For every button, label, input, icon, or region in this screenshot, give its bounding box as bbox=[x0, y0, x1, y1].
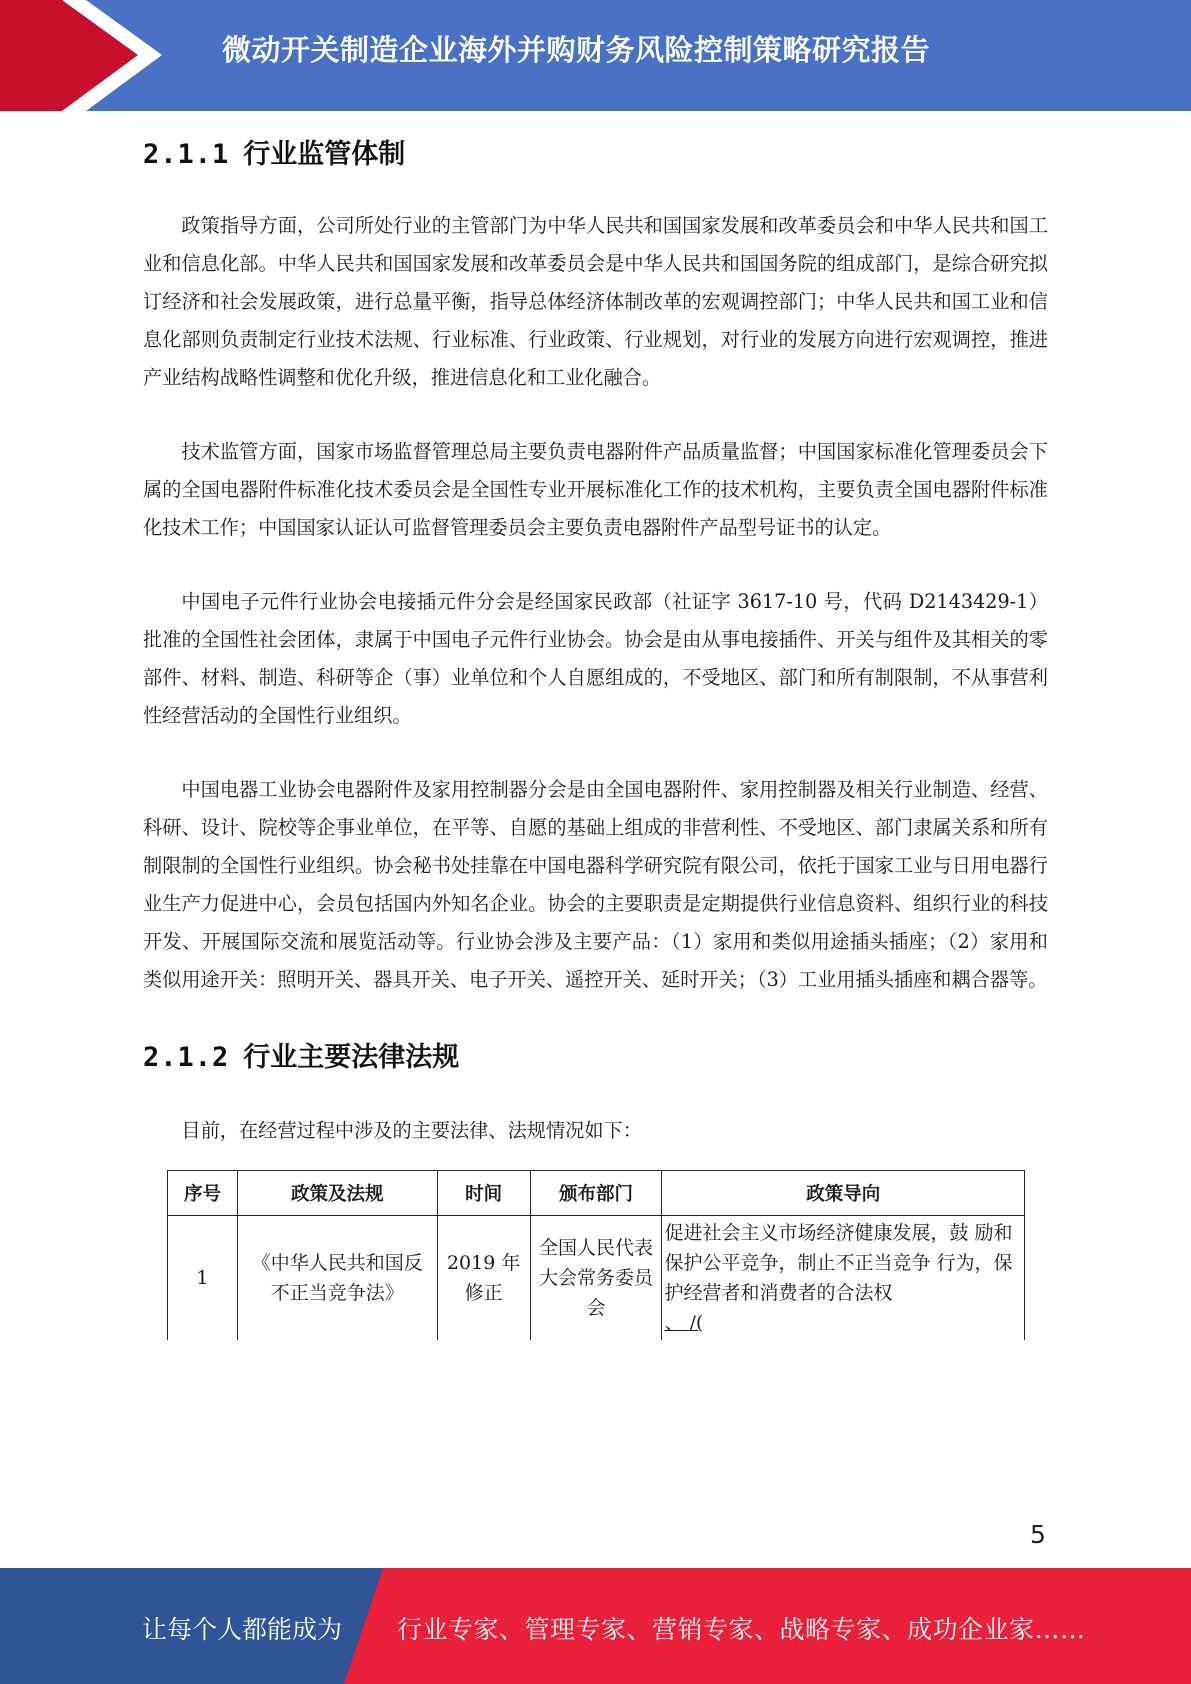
paragraph-technical-supervision: 技术监管方面，国家市场监督管理总局主要负责电器附件产品质量监督；中国国家标准化管理委员会下属的全国电器附件标准化技术委员会是全国性专业开展标准化工作的技术机构，主要负责全国电器附件标准化技术工作；中国国家认证认可监督管理委员会主要负责电器附件产品型号证书的认定。 bbox=[143, 440, 1048, 539]
paragraph-policy-guidance: 政策指导方面，公司所处行业的主管部门为中华人民共和国国家发展和改革委员会和中华人民共和国工业和信息化部。中华人民共和国国家发展和改革委员会是中华人民共和国国务院的组成部门，是综合研究拟订经济和社会发展政策，进行总量平衡，指导总体经济体制改革的宏观调控部门；中华人民共和国工业和信息化部则负责制定行业技术法规、行业标准、行业政策、行业规划，对行业的发展方向进行宏观调控，推进产业结构战略性调整和优化升级，推进信息化和工业化融合。 bbox=[143, 214, 1048, 389]
footer-slogan-left: 让每个人都能成为 bbox=[142, 1615, 343, 1644]
header-guidance: 政策导向 bbox=[662, 1171, 1025, 1216]
cell-index: 1 bbox=[168, 1216, 238, 1341]
header-department: 颁布部门 bbox=[530, 1171, 662, 1216]
paragraph-connector-association: 中国电子元件行业协会电接插元件分会是经国家民政部（社证字 3617-10 号，代码 D2143429-1）批准的全国性社会团体，隶属于中国电子元件行业协会。协会是由从事电接插件、开关与组件及其相关的零部件、材料、制造、科研等企（事）业单位和个人自愿组成的，不受地区、部门和所有制限制，不从事营利性经营活动的全国性行业组织。 bbox=[143, 590, 1048, 727]
laws-table bbox=[167, 1170, 1025, 1340]
cell-law: 《中华人民共和国反不正当竞争法》 bbox=[237, 1216, 437, 1341]
section-title: 行业主要法律法规 bbox=[243, 1042, 460, 1073]
page-number: 5 bbox=[1030, 1520, 1046, 1549]
header-law: 政策及法规 bbox=[237, 1171, 437, 1216]
page-footer bbox=[0, 1568, 1191, 1684]
footer-slogan-right: 行业专家、管理专家、营销专家、战略专家、成功企业家…… bbox=[397, 1615, 1086, 1644]
paragraph-appliance-association: 中国电器工业协会电器附件及家用控制器分会是由全国电器附件、家用控制器及相关行业制造、经营、科研、设计、院校等企事业单位，在平等、自愿的基础上组成的非营利性、不受地区、部门隶属关系和所有制限制的全国性行业组织。协会秘书处挂靠在中国电器科学研究院有限公司，依托于国家工业与日用电器行业生产力促进中心，会员包括国内外知名企业。协会的主要职责是定期提供行业信息资料、组织行业的科技开发、开展国际交流和展览活动等。行业协会涉及主要产品：（1）家用和类似用途插头插座；（2）家用和类似用途开关：照明开关、器具开关、电子开关、遥控开关、延时开关；（3）工业用插头插座和耦合器等。 bbox=[143, 778, 1048, 991]
section-heading-2-1-2 bbox=[143, 1035, 1048, 1074]
section-number: 2.1.1 bbox=[143, 139, 230, 170]
table-row bbox=[168, 1216, 1025, 1341]
report-title: 微动开关制造企业海外并购财务风险控制策略研究报告 bbox=[222, 33, 931, 67]
header-time: 时间 bbox=[437, 1171, 530, 1216]
page-header bbox=[0, 0, 1191, 111]
paragraph-laws-intro: 目前，在经营过程中涉及的主要法律、法规情况如下： bbox=[181, 1119, 642, 1142]
cell-guidance bbox=[662, 1216, 1025, 1341]
section-heading-2-1-1 bbox=[143, 132, 1048, 171]
section-title: 行业监管体制 bbox=[243, 139, 406, 170]
table-header-row bbox=[168, 1171, 1025, 1216]
section-number: 2.1.2 bbox=[143, 1042, 230, 1073]
cell-department: 全国人民代表大会常务委员会 bbox=[530, 1216, 662, 1341]
document-body bbox=[143, 128, 1048, 1340]
guidance-cut-fragment: 、 /( bbox=[664, 1312, 704, 1334]
cell-time: 2019 年修正 bbox=[437, 1216, 530, 1341]
guidance-text: 促进社会主义市场经济健康发展，鼓 励和保护公平竞争，制止不正当竞争 行为，保护经营者和消费者的合法权 bbox=[664, 1222, 1013, 1304]
header-index: 序号 bbox=[168, 1171, 238, 1216]
